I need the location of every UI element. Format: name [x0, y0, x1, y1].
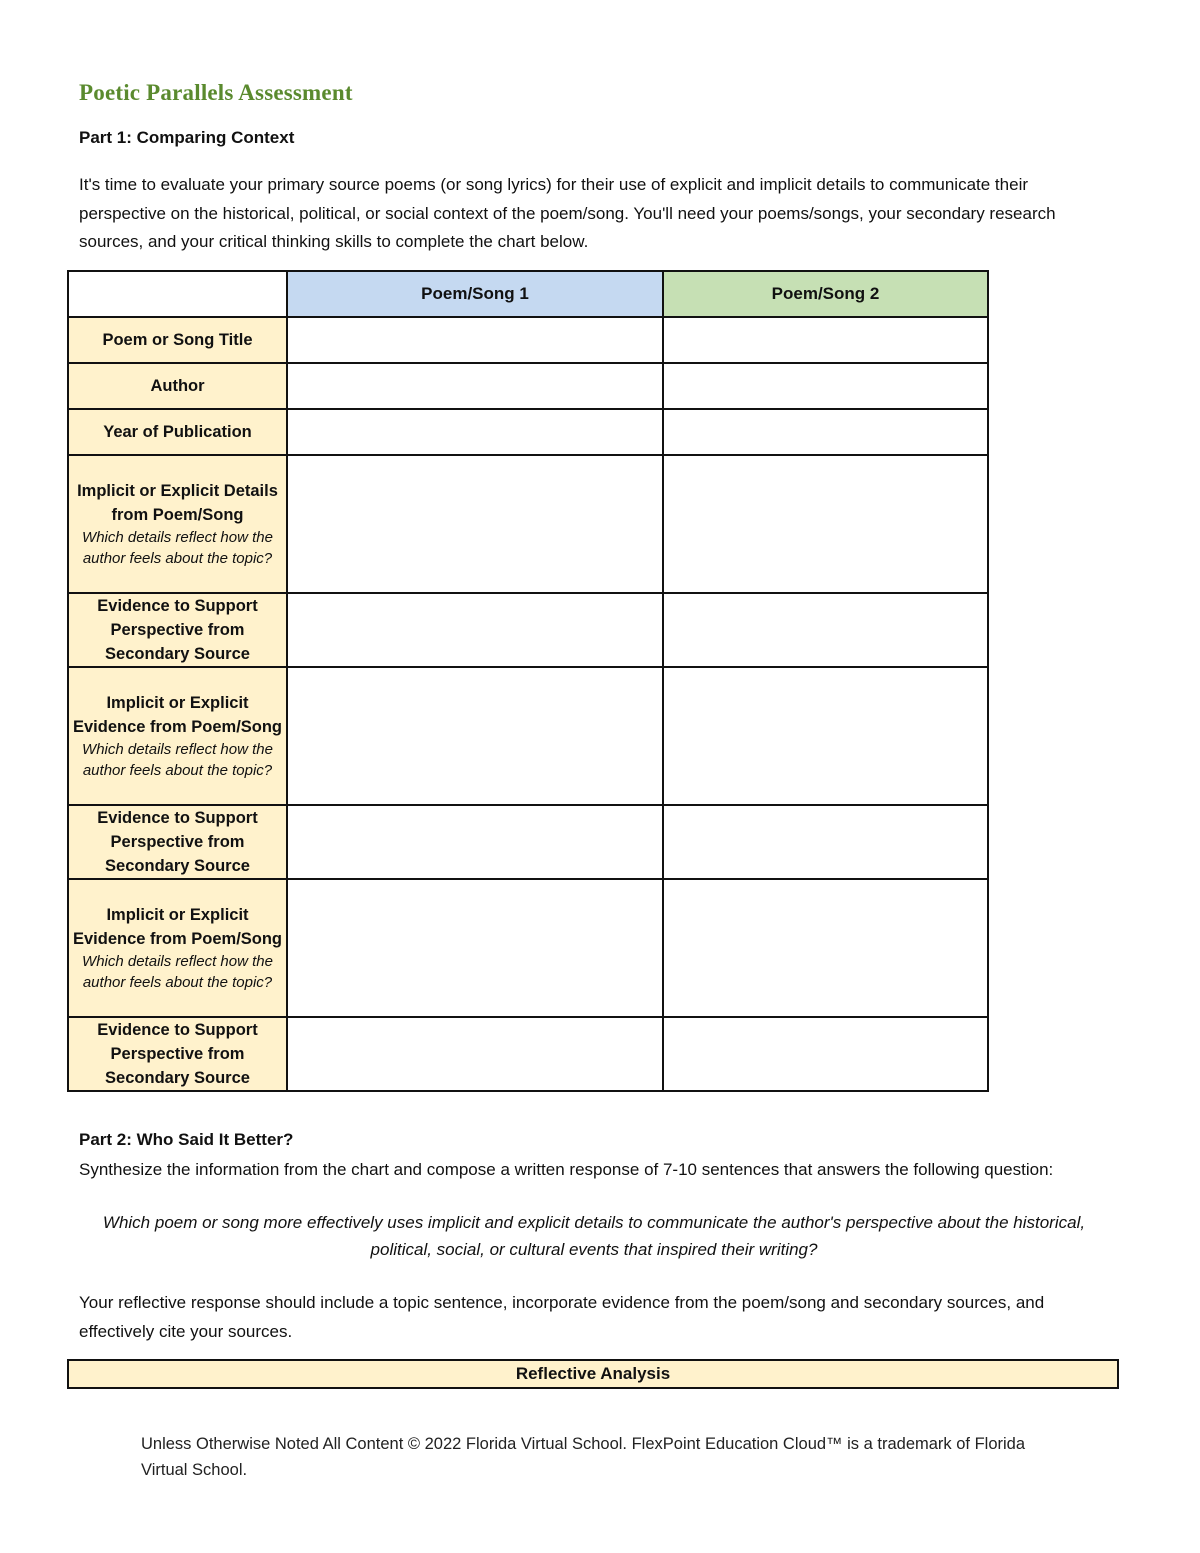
- table-row: [68, 593, 988, 667]
- table-row: [68, 667, 988, 805]
- row-header-details-1: Implicit or Explicit Details from Poem/Song Which details reflect how the author feels about the topic?: [68, 455, 287, 593]
- song1-author-cell[interactable]: [287, 363, 663, 409]
- row-header-evidence-1: Evidence to Support Perspective from Secondary Source: [68, 593, 287, 667]
- song2-title-cell[interactable]: [663, 317, 988, 363]
- song2-details-1-cell[interactable]: [663, 455, 988, 593]
- song2-details-2-cell[interactable]: [663, 667, 988, 805]
- table-row: [68, 879, 988, 1017]
- row-header-year: Year of Publication: [68, 409, 287, 455]
- song1-title-cell[interactable]: [287, 317, 663, 363]
- song2-author-cell[interactable]: [663, 363, 988, 409]
- song1-details-3-cell[interactable]: [287, 879, 663, 1017]
- song1-year-cell[interactable]: [287, 409, 663, 455]
- column-header-song1: Poem/Song 1: [287, 271, 663, 317]
- part1-heading: Part 1: Comparing Context: [79, 128, 295, 147]
- row-header-title: Poem or Song Title: [68, 317, 287, 363]
- row-header-details-3: Implicit or Explicit Evidence from Poem/Song Which details reflect how the author feels about the topic?: [68, 879, 287, 1017]
- song2-evidence-1-cell[interactable]: [663, 593, 988, 667]
- row-header-author: Author: [68, 363, 287, 409]
- reflective-analysis-header: Reflective Analysis: [67, 1359, 1119, 1389]
- copyright-footer: Unless Otherwise Noted All Content © 2022 Florida Virtual School. FlexPoint Education Cloud™ is a trademark of Florida Virtual School.: [141, 1435, 1026, 1479]
- table-row: [68, 409, 988, 455]
- row-header-evidence-3: Evidence to Support Perspective from Secondary Source: [68, 1017, 287, 1091]
- row-header-evidence-2: Evidence to Support Perspective from Secondary Source: [68, 805, 287, 879]
- table-row: [68, 363, 988, 409]
- song1-evidence-2-cell[interactable]: [287, 805, 663, 879]
- table-row: [68, 805, 988, 879]
- table-row: [68, 1017, 988, 1091]
- table-row: [68, 455, 988, 593]
- column-header-song2: Poem/Song 2: [663, 271, 988, 317]
- row-header-prompt: Which details reflect how the author feels about the topic?: [82, 953, 273, 991]
- column-header-blank: [68, 271, 287, 317]
- row-header-prompt: Which details reflect how the author feels about the topic?: [82, 529, 273, 567]
- row-header-details-2: Implicit or Explicit Evidence from Poem/Song Which details reflect how the author feels about the topic?: [68, 667, 287, 805]
- synthesize-instructions: Synthesize the information from the chart and compose a written response of 7-10 sentences that answers the following question:: [79, 1160, 1054, 1179]
- table-row: [68, 317, 988, 363]
- song1-details-1-cell[interactable]: [287, 455, 663, 593]
- comparison-chart: [67, 270, 989, 1092]
- row-header-prompt: Which details reflect how the author feels about the topic?: [82, 741, 273, 779]
- song2-year-cell[interactable]: [663, 409, 988, 455]
- song2-details-3-cell[interactable]: [663, 879, 988, 1017]
- part2-heading: Part 2: Who Said It Better?: [79, 1130, 294, 1149]
- song2-evidence-2-cell[interactable]: [663, 805, 988, 879]
- essay-question: Which poem or song more effectively uses implicit and explicit details to communicate the author's perspective about the historical, political, social, or cultural events that inspired their writing?: [102, 1213, 1086, 1259]
- page-title: Poetic Parallels Assessment: [79, 80, 353, 105]
- reflective-instructions: Your reflective response should include a topic sentence, incorporate evidence from the poem/song and secondary sources, and effectively cite your sources.: [79, 1293, 1045, 1341]
- chart-header-row: [68, 271, 988, 317]
- intro-paragraph: It's time to evaluate your primary source poems (or song lyrics) for their use of explicit and implicit details to communicate their perspective on the historical, political, or social context of the poem/song. You'll need your poems/songs, your secondary research sources, and your critical thinking skills to complete the chart below.: [79, 175, 1056, 251]
- song1-evidence-3-cell[interactable]: [287, 1017, 663, 1091]
- song1-details-2-cell[interactable]: [287, 667, 663, 805]
- song1-evidence-1-cell[interactable]: [287, 593, 663, 667]
- song2-evidence-3-cell[interactable]: [663, 1017, 988, 1091]
